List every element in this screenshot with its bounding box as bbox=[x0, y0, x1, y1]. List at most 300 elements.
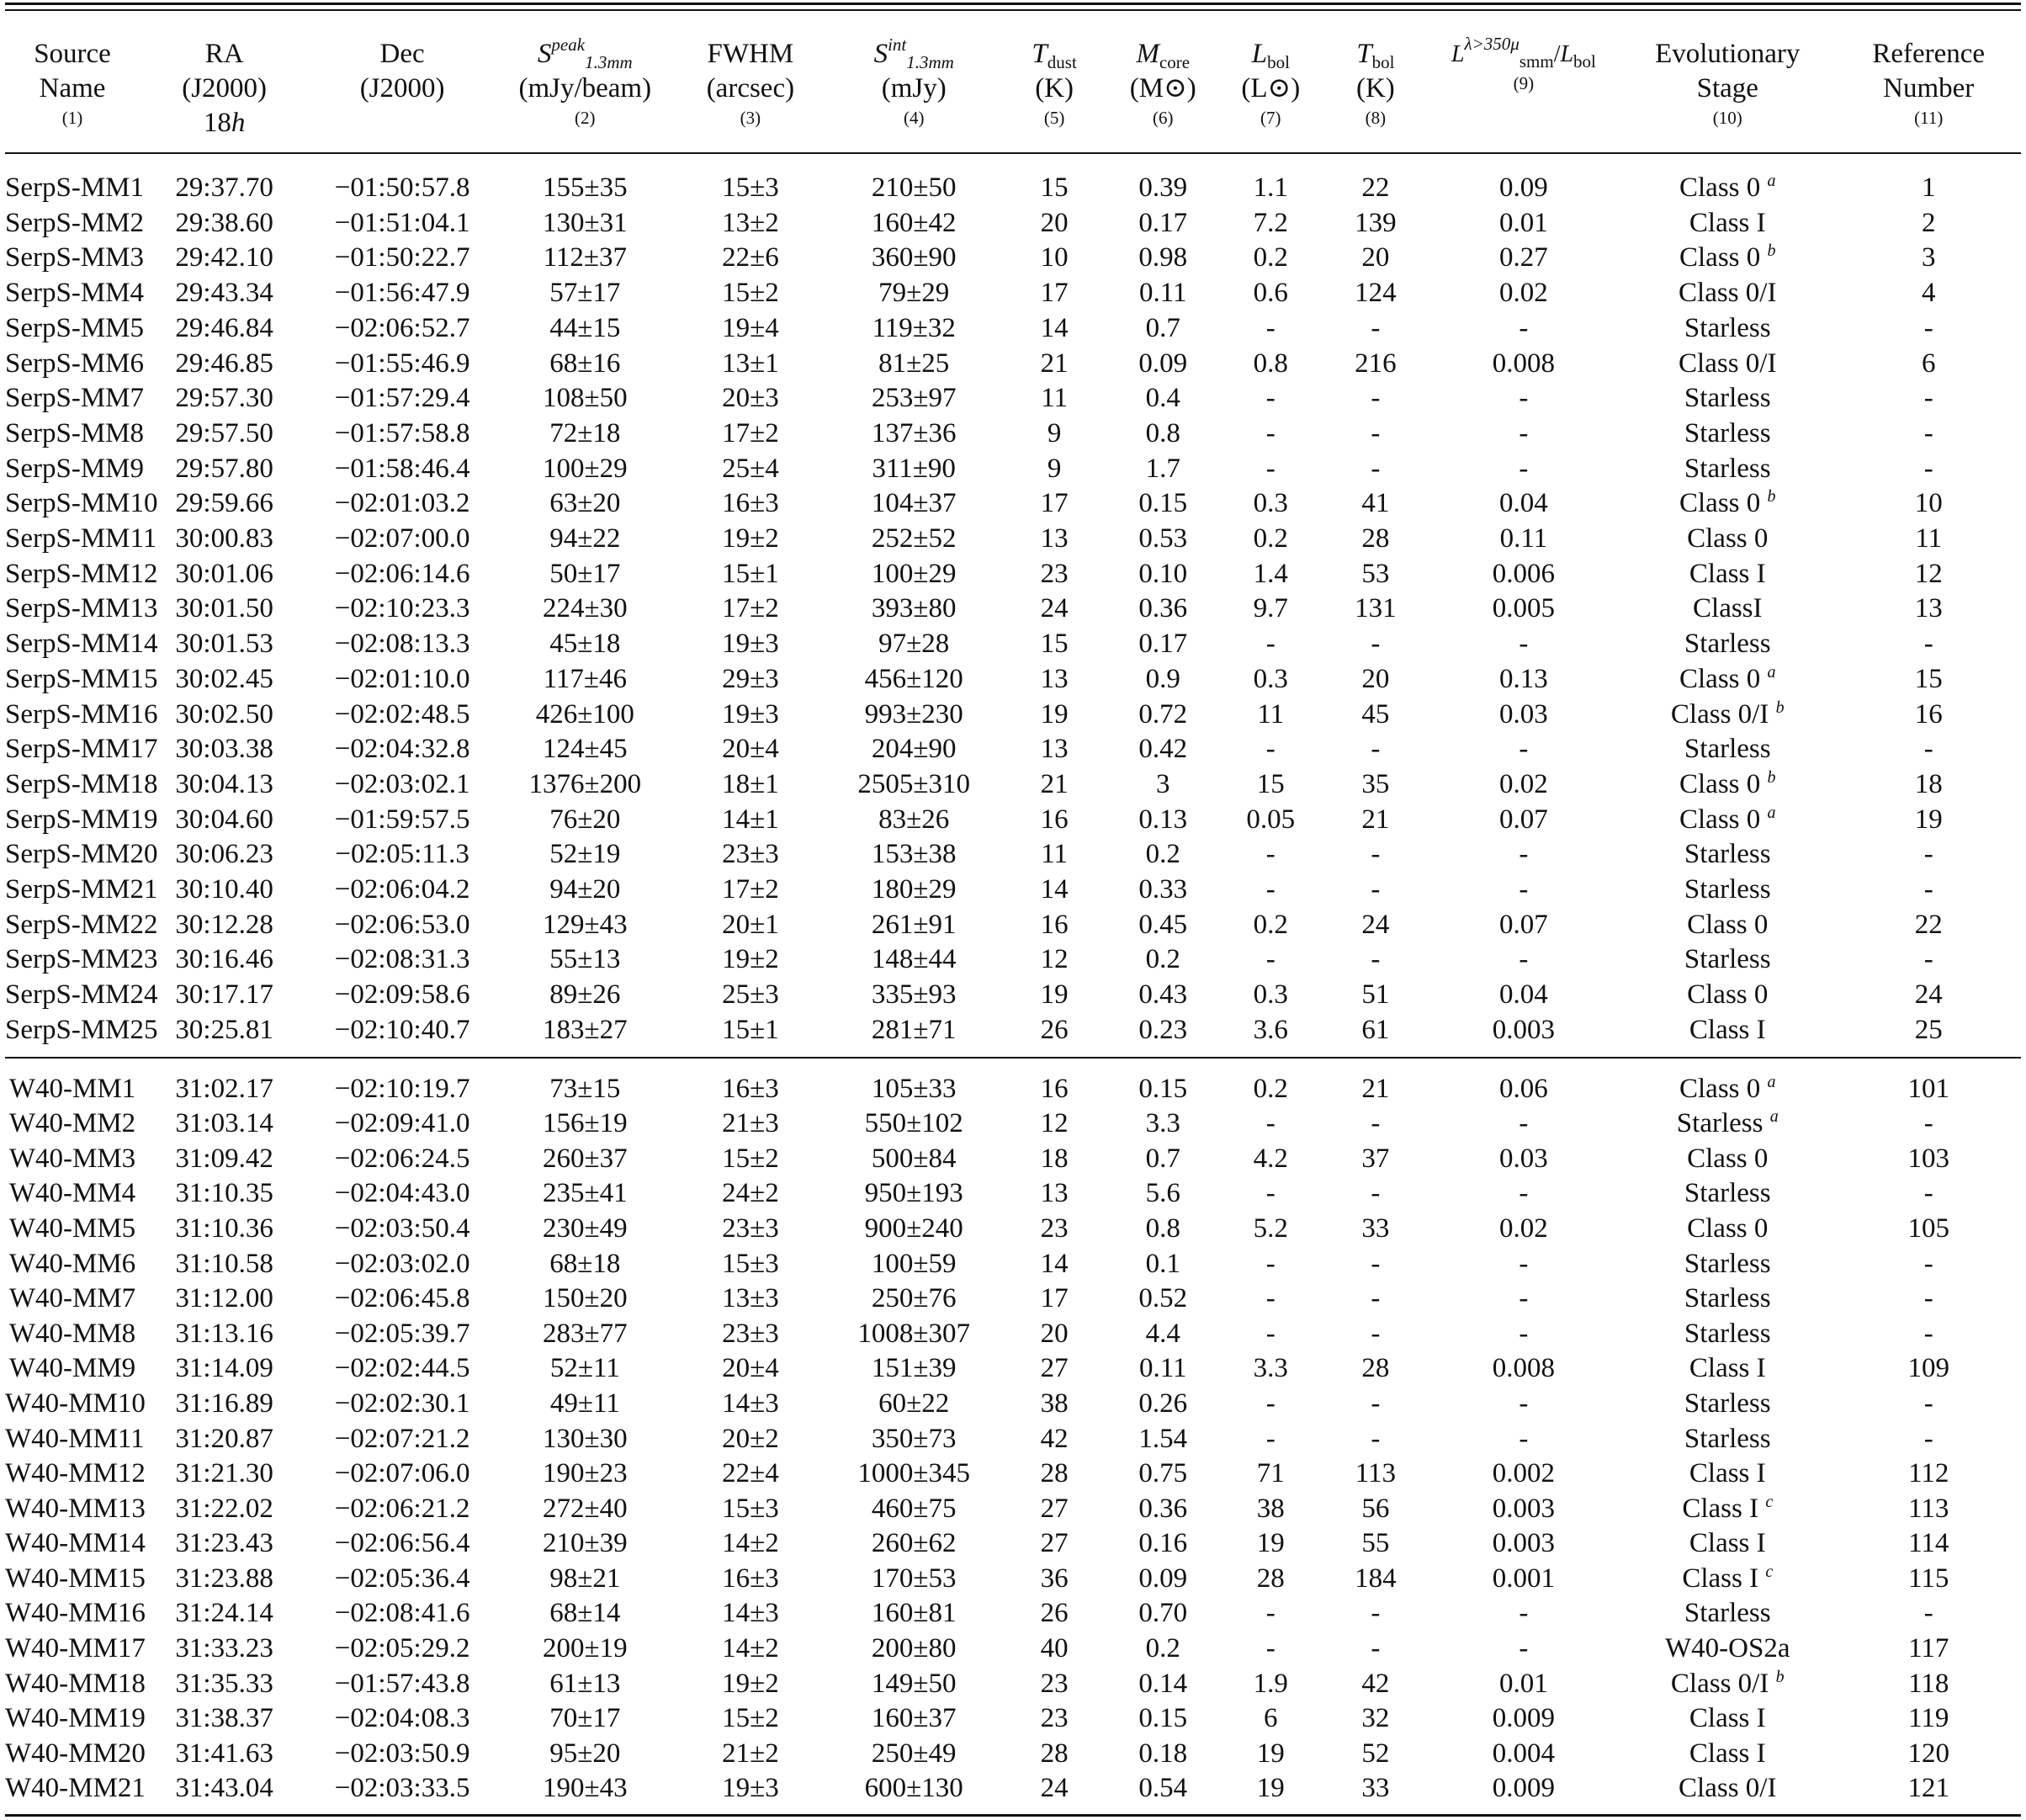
cell-lbol: - bbox=[1265, 453, 1276, 484]
cell-name: W40-MM17 bbox=[5, 1633, 146, 1664]
cell-ref: 121 bbox=[1907, 1773, 1949, 1804]
tbol-symbol: $T_{bol}$ bbox=[1356, 39, 1395, 72]
stage-text: ClassI bbox=[1693, 593, 1763, 624]
cell-stage bbox=[1619, 417, 1836, 452]
stage-text: Starless bbox=[1684, 874, 1771, 905]
table-row bbox=[5, 1632, 2021, 1667]
cell-ra: 29:42.10 bbox=[175, 242, 273, 273]
stage-text: Starless bbox=[1684, 453, 1771, 484]
cell-ra: 30:01.06 bbox=[175, 558, 273, 589]
cell-dec: −02:03:33.5 bbox=[334, 1773, 470, 1804]
cell-ra: 29:59.66 bbox=[175, 488, 273, 519]
cell-fwhm: 22±6 bbox=[722, 242, 779, 273]
cell-ref: 120 bbox=[1907, 1738, 1949, 1769]
cell-name: SerpS-MM20 bbox=[5, 839, 158, 870]
cell-ref: 25 bbox=[1914, 1014, 1943, 1045]
cell-ratio: 0.07 bbox=[1499, 804, 1548, 835]
cell-stage bbox=[1619, 732, 1836, 767]
cell-speak: 156±19 bbox=[542, 1108, 628, 1139]
stage-text: Starless bbox=[1684, 839, 1771, 870]
cell-dec: −01:51:04.1 bbox=[334, 207, 470, 238]
table-row bbox=[5, 311, 2021, 347]
cell-name: SerpS-MM11 bbox=[5, 523, 157, 554]
cell-ratio: 0.02 bbox=[1499, 768, 1548, 799]
cell-ref: 4 bbox=[1921, 278, 1936, 309]
table-row bbox=[5, 1142, 2021, 1177]
stage-text: Starless bbox=[1684, 1283, 1771, 1314]
header-tbol: $T_{bol}$ (K) (8) bbox=[1323, 37, 1429, 153]
cell-stage bbox=[1619, 1422, 1836, 1457]
cell-ratio: - bbox=[1519, 417, 1529, 448]
cell-fwhm: 19±3 bbox=[722, 629, 779, 660]
cell-ratio: 0.11 bbox=[1499, 523, 1548, 554]
cell-sint: 148±44 bbox=[871, 944, 957, 975]
cell-fwhm: 20±4 bbox=[722, 734, 779, 765]
cell-fwhm: 16±3 bbox=[722, 1073, 779, 1104]
cell-stage bbox=[1619, 171, 1836, 206]
cell-fwhm: 14±3 bbox=[722, 1388, 779, 1419]
cell-ref: 11 bbox=[1915, 523, 1943, 554]
stage-text: Class I bbox=[1689, 558, 1766, 589]
cell-sint: 97±28 bbox=[878, 629, 950, 660]
cell-ratio: - bbox=[1519, 874, 1529, 905]
stage-text: Class I bbox=[1689, 1458, 1766, 1489]
cell-ratio: - bbox=[1519, 1283, 1529, 1314]
cell-lbol: - bbox=[1265, 1388, 1276, 1419]
cell-tdust: 27 bbox=[1040, 1528, 1069, 1559]
cell-fwhm: 13±2 bbox=[722, 207, 779, 238]
cell-lbol: 19 bbox=[1256, 1773, 1285, 1804]
cell-lbol: 19 bbox=[1256, 1528, 1285, 1559]
cell-ratio: - bbox=[1519, 1108, 1529, 1139]
cell-name: W40-MM18 bbox=[5, 1668, 146, 1699]
cell-stage bbox=[1619, 1596, 1836, 1632]
cell-tbol: 113 bbox=[1355, 1458, 1397, 1489]
cell-speak: 200±19 bbox=[542, 1633, 628, 1664]
cell-tdust: 17 bbox=[1040, 278, 1069, 309]
table-row bbox=[5, 1247, 2021, 1282]
cell-ref: - bbox=[1923, 1248, 1933, 1279]
stage-text: Class 0 bbox=[1687, 909, 1769, 940]
cell-tbol: 45 bbox=[1361, 698, 1390, 730]
cell-ra: 29:38.60 bbox=[175, 207, 273, 238]
cell-tbol: 33 bbox=[1361, 1212, 1390, 1244]
cell-ref: - bbox=[1923, 1318, 1933, 1349]
cell-speak: 155±35 bbox=[542, 172, 628, 203]
cell-dec: −02:03:02.0 bbox=[334, 1248, 470, 1279]
cell-lbol: 3.6 bbox=[1253, 1014, 1288, 1045]
cell-lbol: - bbox=[1265, 417, 1276, 448]
cell-ref: 15 bbox=[1914, 663, 1943, 694]
cell-speak: 117±46 bbox=[543, 663, 627, 694]
table-row bbox=[5, 1457, 2021, 1492]
header-lbol: $L_{bol}$ (L⊙) (7) bbox=[1219, 37, 1323, 153]
cell-dec: −02:06:45.8 bbox=[334, 1283, 470, 1314]
cell-sint: 210±50 bbox=[871, 172, 957, 203]
cell-name: SerpS-MM10 bbox=[5, 488, 158, 519]
cell-sint: 100±29 bbox=[871, 558, 957, 589]
cell-mcore: 3.3 bbox=[1145, 1108, 1180, 1139]
cell-ref: 1 bbox=[1921, 172, 1936, 203]
cell-dec: −02:03:50.9 bbox=[334, 1738, 470, 1769]
cell-mcore: 0.7 bbox=[1145, 312, 1180, 343]
cell-mcore: 0.72 bbox=[1138, 698, 1188, 730]
stage-text: Class 0 bbox=[1679, 768, 1761, 799]
cell-sint: 100±59 bbox=[871, 1248, 957, 1279]
cell-lbol: - bbox=[1265, 944, 1276, 975]
cell-speak: 124±45 bbox=[542, 734, 628, 765]
cell-name: W40-MM15 bbox=[5, 1563, 146, 1594]
stage-text: Class 0 bbox=[1687, 1212, 1769, 1244]
cell-dec: −02:07:00.0 bbox=[334, 523, 470, 554]
cell-dec: −02:05:36.4 bbox=[334, 1563, 470, 1594]
cell-sint: 160±42 bbox=[871, 207, 957, 238]
cell-fwhm: 23±3 bbox=[722, 1318, 779, 1349]
cell-ra: 30:25.81 bbox=[175, 1014, 273, 1045]
cell-fwhm: 15±2 bbox=[722, 278, 779, 309]
cell-mcore: 0.2 bbox=[1145, 839, 1180, 870]
cell-fwhm: 19±3 bbox=[722, 1773, 779, 1804]
stage-text: Starless bbox=[1684, 383, 1771, 414]
cell-ref: - bbox=[1923, 944, 1933, 975]
cell-tdust: 36 bbox=[1040, 1563, 1069, 1594]
cell-dec: −02:02:44.5 bbox=[334, 1353, 470, 1384]
cell-name: SerpS-MM8 bbox=[5, 417, 145, 448]
cell-ra: 31:10.35 bbox=[175, 1178, 273, 1209]
cell-stage bbox=[1619, 1457, 1836, 1492]
cell-lbol: 5.2 bbox=[1253, 1212, 1288, 1244]
table-row bbox=[5, 1176, 2021, 1212]
cell-ra: 31:12.00 bbox=[175, 1283, 273, 1314]
cell-speak: 260±37 bbox=[542, 1143, 628, 1174]
cell-fwhm: 19±2 bbox=[722, 1668, 779, 1699]
cell-lbol: - bbox=[1265, 1633, 1276, 1664]
table-row bbox=[5, 1387, 2021, 1422]
cell-stage bbox=[1619, 1667, 1836, 1702]
cell-fwhm: 25±4 bbox=[722, 453, 779, 484]
cell-tbol: - bbox=[1371, 1318, 1381, 1349]
cell-speak: 68±18 bbox=[549, 1248, 621, 1279]
cell-ra: 31:16.89 bbox=[175, 1388, 273, 1419]
cell-tbol: 21 bbox=[1361, 804, 1390, 835]
cell-ratio: - bbox=[1519, 453, 1529, 484]
cell-lbol: 4.2 bbox=[1253, 1143, 1288, 1174]
cell-stage bbox=[1619, 1526, 1836, 1562]
header-speak: $S^{peak}_{1.3mm}$ (mJy/beam) (2) bbox=[496, 37, 675, 153]
cell-tdust: 20 bbox=[1040, 207, 1069, 238]
cell-sint: 253±97 bbox=[871, 383, 957, 414]
cell-speak: 235±41 bbox=[542, 1178, 628, 1209]
cell-dec: −02:06:53.0 bbox=[334, 909, 470, 940]
cell-ref: 117 bbox=[1908, 1633, 1949, 1664]
cell-tdust: 21 bbox=[1040, 348, 1069, 379]
cell-ratio: 0.01 bbox=[1499, 1668, 1548, 1699]
cell-ratio: 0.04 bbox=[1499, 979, 1548, 1011]
cell-lbol: 15 bbox=[1256, 768, 1285, 799]
cell-lbol: - bbox=[1265, 1283, 1276, 1314]
cell-ratio: 0.01 bbox=[1499, 207, 1548, 238]
cell-tbol: 131 bbox=[1355, 593, 1397, 624]
cell-ra: 30:12.28 bbox=[175, 909, 273, 940]
cell-name: W40-MM20 bbox=[5, 1738, 146, 1769]
cell-lbol: - bbox=[1265, 874, 1276, 905]
stage-text: Class I bbox=[1689, 1528, 1766, 1559]
cell-sint: 1008±307 bbox=[857, 1318, 971, 1349]
cell-fwhm: 15±2 bbox=[722, 1703, 779, 1734]
cell-stage bbox=[1619, 486, 1836, 522]
cell-name: SerpS-MM24 bbox=[5, 979, 158, 1011]
cell-dec: −02:04:32.8 bbox=[334, 734, 470, 765]
cell-mcore: 0.15 bbox=[1138, 488, 1188, 519]
cell-fwhm: 17±2 bbox=[722, 874, 779, 905]
cell-speak: 49±11 bbox=[549, 1388, 620, 1419]
cell-speak: 44±15 bbox=[549, 312, 621, 343]
cell-lbol: 0.8 bbox=[1253, 348, 1288, 379]
cell-tdust: 20 bbox=[1040, 1318, 1069, 1349]
stage-text: Class 0 bbox=[1679, 242, 1761, 273]
table-row bbox=[5, 1596, 2021, 1632]
cell-fwhm: 14±2 bbox=[722, 1633, 779, 1664]
stage-text: Starless bbox=[1676, 1108, 1763, 1139]
cell-ratio: - bbox=[1519, 839, 1529, 870]
cell-ref: 119 bbox=[1908, 1703, 1949, 1734]
cell-name: W40-MM14 bbox=[5, 1528, 146, 1559]
table-row bbox=[5, 1072, 2021, 1107]
cell-lbol: - bbox=[1265, 629, 1276, 660]
cell-speak: 150±20 bbox=[542, 1283, 628, 1314]
cell-tdust: 42 bbox=[1040, 1423, 1069, 1454]
cell-sint: 149±50 bbox=[871, 1668, 957, 1699]
cell-lbol: 9.7 bbox=[1253, 593, 1288, 624]
cell-mcore: 0.75 bbox=[1138, 1458, 1188, 1489]
cell-speak: 272±40 bbox=[542, 1493, 628, 1524]
cell-fwhm: 22±4 bbox=[722, 1458, 779, 1489]
cell-fwhm: 20±3 bbox=[722, 383, 779, 414]
cell-mcore: 0.09 bbox=[1138, 1563, 1188, 1594]
cell-ra: 31:03.14 bbox=[175, 1108, 273, 1139]
cell-lbol: 1.9 bbox=[1253, 1668, 1288, 1699]
cell-dec: −02:06:14.6 bbox=[334, 558, 470, 589]
cell-dec: −02:04:43.0 bbox=[334, 1178, 470, 1209]
cell-ratio: - bbox=[1519, 1178, 1529, 1209]
cell-ref: 101 bbox=[1907, 1073, 1949, 1104]
cell-tbol: - bbox=[1371, 1108, 1381, 1139]
footnote-marker: b bbox=[1767, 487, 1776, 507]
cell-mcore: 0.23 bbox=[1138, 1014, 1188, 1045]
cell-ref: 103 bbox=[1907, 1143, 1949, 1174]
cell-sint: 993±230 bbox=[864, 698, 963, 730]
cell-tbol: 42 bbox=[1361, 1668, 1390, 1699]
cell-ra: 29:57.80 bbox=[175, 453, 273, 484]
cell-tbol: 61 bbox=[1361, 1014, 1390, 1045]
stage-text: Starless bbox=[1684, 312, 1771, 343]
cell-tdust: 38 bbox=[1040, 1388, 1069, 1419]
cell-name: SerpS-MM25 bbox=[5, 1014, 158, 1045]
cell-dec: −02:06:21.2 bbox=[334, 1493, 470, 1524]
footnote-marker: a bbox=[1767, 803, 1776, 822]
cell-ref: - bbox=[1923, 312, 1933, 343]
cell-fwhm: 13±3 bbox=[722, 1283, 779, 1314]
cell-mcore: 0.98 bbox=[1138, 242, 1188, 273]
cell-name: SerpS-MM23 bbox=[5, 944, 158, 975]
cell-stage bbox=[1619, 241, 1836, 276]
cell-ra: 30:02.45 bbox=[175, 663, 273, 694]
cell-ref: 12 bbox=[1914, 558, 1943, 589]
cell-mcore: 1.7 bbox=[1145, 453, 1180, 484]
cell-ref: 109 bbox=[1907, 1353, 1949, 1384]
footnote-marker: c bbox=[1765, 1492, 1774, 1511]
cell-sint: 950±193 bbox=[864, 1178, 963, 1209]
cell-stage bbox=[1619, 1387, 1836, 1422]
stage-text: Class I bbox=[1689, 1738, 1766, 1769]
cell-fwhm: 19±2 bbox=[722, 944, 779, 975]
cell-fwhm: 18±1 bbox=[722, 768, 779, 799]
header-rule-row bbox=[5, 153, 2021, 171]
cell-fwhm: 15±3 bbox=[722, 1248, 779, 1279]
cell-name: W40-MM12 bbox=[5, 1458, 146, 1489]
cell-lbol: 0.2 bbox=[1253, 909, 1288, 940]
cell-lbol: - bbox=[1265, 1318, 1276, 1349]
table-row bbox=[5, 627, 2021, 662]
table-row bbox=[5, 1281, 2021, 1317]
cell-stage bbox=[1619, 557, 1836, 592]
cell-stage bbox=[1619, 978, 1836, 1013]
cell-tbol: 124 bbox=[1355, 278, 1397, 309]
cell-sint: 204±90 bbox=[871, 734, 957, 765]
cell-ra: 31:33.23 bbox=[175, 1633, 273, 1664]
stage-text: Class I bbox=[1682, 1493, 1759, 1524]
cell-fwhm: 16±3 bbox=[722, 1563, 779, 1594]
cell-sint: 335±93 bbox=[871, 979, 957, 1011]
cell-ra: 29:57.30 bbox=[175, 383, 273, 414]
cell-name: SerpS-MM18 bbox=[5, 768, 158, 799]
cell-ra: 31:20.87 bbox=[175, 1423, 273, 1454]
cell-ra: 30:16.46 bbox=[175, 944, 273, 975]
cell-tdust: 14 bbox=[1040, 312, 1069, 343]
stage-text: Class I bbox=[1689, 1353, 1766, 1384]
table-row bbox=[5, 767, 2021, 803]
cell-lbol: - bbox=[1265, 1178, 1276, 1209]
footnote-marker: a bbox=[1767, 662, 1776, 682]
cell-lbol: 0.2 bbox=[1253, 1073, 1288, 1104]
cell-mcore: 0.7 bbox=[1145, 1143, 1180, 1174]
cell-name: SerpS-MM16 bbox=[5, 698, 158, 730]
cell-speak: 283±77 bbox=[542, 1318, 628, 1349]
cell-tdust: 11 bbox=[1041, 383, 1068, 414]
stage-text: Class I bbox=[1682, 1563, 1759, 1594]
cell-ref: 16 bbox=[1914, 698, 1943, 730]
cell-tbol: - bbox=[1371, 453, 1381, 484]
cell-tdust: 9 bbox=[1047, 453, 1062, 484]
cell-ra: 29:43.34 bbox=[175, 278, 273, 309]
sint-symbol: $S^{int}_{1.3mm}$ bbox=[873, 34, 954, 72]
table-row bbox=[5, 978, 2021, 1013]
cell-mcore: 3 bbox=[1156, 768, 1170, 799]
table-row bbox=[5, 837, 2021, 873]
cell-speak: 210±39 bbox=[542, 1528, 628, 1559]
cell-speak: 52±19 bbox=[549, 839, 621, 870]
cell-ratio: 0.003 bbox=[1492, 1493, 1556, 1524]
cell-sint: 900±240 bbox=[864, 1212, 963, 1244]
cell-speak: 98±21 bbox=[549, 1563, 621, 1594]
cell-ref: 115 bbox=[1908, 1563, 1949, 1594]
cell-name: W40-MM4 bbox=[8, 1178, 136, 1209]
cell-mcore: 0.36 bbox=[1138, 1493, 1188, 1524]
cell-sint: 393±80 bbox=[871, 593, 957, 624]
lsmm-ratio-symbol: $L^{\lambda>350\mu}_{smm}/L_{bol}$ bbox=[1451, 34, 1596, 72]
cell-ra: 30:06.23 bbox=[175, 839, 273, 870]
cell-speak: 108±50 bbox=[542, 383, 628, 414]
stage-text: Starless bbox=[1684, 417, 1771, 448]
cell-dec: −02:07:06.0 bbox=[334, 1458, 470, 1489]
cell-mcore: 0.53 bbox=[1138, 523, 1188, 554]
cell-speak: 68±16 bbox=[549, 348, 621, 379]
cell-tdust: 23 bbox=[1040, 1668, 1069, 1699]
cell-ratio: 0.06 bbox=[1499, 1073, 1548, 1104]
cell-ra: 29:37.70 bbox=[175, 172, 273, 203]
cell-mcore: 0.11 bbox=[1139, 1353, 1187, 1384]
footnote-marker: b bbox=[1767, 767, 1776, 787]
source-catalog-table bbox=[5, 34, 2021, 1807]
cell-ratio: - bbox=[1519, 1248, 1529, 1279]
cell-ratio: - bbox=[1519, 383, 1529, 414]
cell-speak: 112±37 bbox=[543, 242, 627, 273]
cell-tdust: 16 bbox=[1040, 909, 1069, 940]
cell-mcore: 0.16 bbox=[1138, 1528, 1188, 1559]
cell-ratio: 0.009 bbox=[1492, 1703, 1556, 1734]
cell-dec: −02:07:21.2 bbox=[334, 1423, 470, 1454]
cell-name: SerpS-MM5 bbox=[5, 312, 145, 343]
cell-dec: −02:02:48.5 bbox=[334, 698, 470, 730]
stage-text: Class 0 bbox=[1679, 1073, 1761, 1104]
footnote-marker: b bbox=[1775, 698, 1785, 717]
lbol-symbol: $L_{bol}$ bbox=[1251, 39, 1290, 72]
cell-mcore: 0.42 bbox=[1138, 734, 1188, 765]
stage-text: Starless bbox=[1684, 1598, 1771, 1629]
cell-ratio: - bbox=[1519, 1318, 1529, 1349]
cell-sint: 104±37 bbox=[871, 488, 957, 519]
cell-sint: 550±102 bbox=[864, 1108, 963, 1139]
cell-sint: 500±84 bbox=[871, 1143, 957, 1174]
cell-name: W40-MM3 bbox=[8, 1143, 136, 1174]
cell-speak: 52±11 bbox=[549, 1353, 620, 1384]
cell-mcore: 0.8 bbox=[1145, 417, 1180, 448]
cell-lbol: 7.2 bbox=[1253, 207, 1288, 238]
table-row bbox=[5, 592, 2021, 627]
header-source-name: Source Name (1) bbox=[34, 39, 111, 128]
cell-dec: −02:01:03.2 bbox=[334, 488, 470, 519]
cell-fwhm: 20±4 bbox=[722, 1353, 779, 1384]
footnote-marker: b bbox=[1767, 241, 1776, 261]
cell-tdust: 13 bbox=[1040, 1178, 1069, 1209]
header-fwhm: FWHM (arcsec) (3) bbox=[706, 39, 795, 128]
cell-ref: 2 bbox=[1921, 207, 1936, 238]
stage-text: Class I bbox=[1689, 1014, 1766, 1045]
cell-ra: 31:22.02 bbox=[175, 1493, 273, 1524]
cell-ratio: 0.03 bbox=[1499, 698, 1548, 730]
cell-tbol: 20 bbox=[1361, 663, 1390, 694]
footnote-marker: a bbox=[1767, 172, 1776, 190]
cell-ratio: 0.001 bbox=[1492, 1563, 1556, 1594]
cell-fwhm: 24±2 bbox=[722, 1178, 779, 1209]
serpens-south-rows bbox=[5, 171, 2021, 1048]
cell-fwhm: 16±3 bbox=[722, 488, 779, 519]
table-header bbox=[5, 34, 2021, 153]
cell-tdust: 27 bbox=[1040, 1493, 1069, 1524]
cell-sint: 105±33 bbox=[871, 1073, 957, 1104]
cell-stage bbox=[1619, 347, 1836, 382]
cell-speak: 89±26 bbox=[549, 979, 621, 1011]
